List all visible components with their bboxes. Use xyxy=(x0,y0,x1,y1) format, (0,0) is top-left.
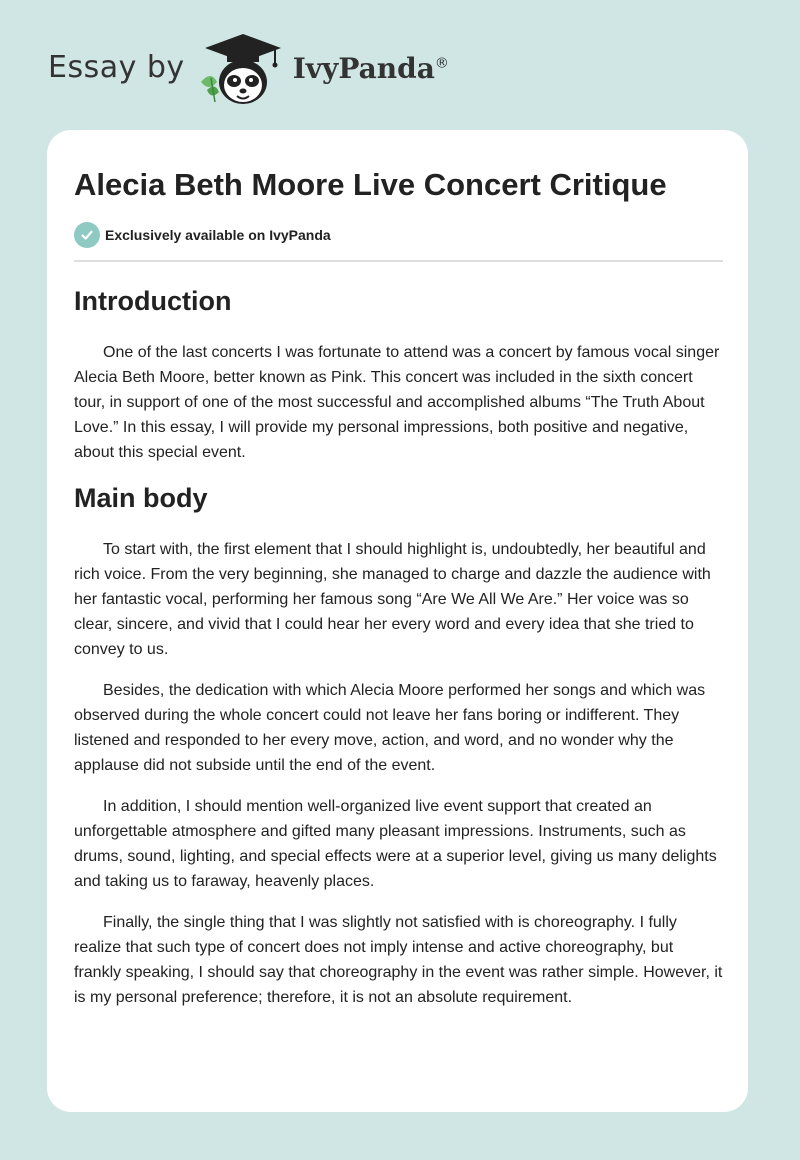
paragraph: In addition, I should mention well-organized live event support that created an unforgettable atmosphere and gifted many pleasant impressions. Instruments, such as drums, sound, lighting, and special effects were at a superior level, giving us many delights and taking us to faraway, heavenly places. xyxy=(74,798,717,890)
page-title: Alecia Beth Moore Live Concert Critique xyxy=(74,167,667,202)
check-icon xyxy=(74,222,100,248)
essay-by-label: Essay by xyxy=(48,49,185,85)
exclusive-badge xyxy=(74,221,723,249)
title-divider xyxy=(74,260,723,262)
section-heading-introduction: Introduction xyxy=(74,286,232,316)
paragraph: Finally, the single thing that I was slightly not satisfied with is choreography. I fully realize that such type of concert does not imply intense and active choreography, but frankly speaking, I should say that choreography in the event was rather simple. However, it is my personal preference; therefore, it is not an absolute requirement. xyxy=(74,914,723,1006)
paragraph: To start with, the first element that I should highlight is, undoubtedly, her beautiful and rich voice. From the very beginning, she managed to charge and dazzle the audience with her fantastic vocal, performing her famous song “Are We All We Are.” Her voice was so clear, sincere, and vivid that I could hear her every word and every idea that she tried to convey to us. xyxy=(74,541,711,658)
section-heading-main-body: Main body xyxy=(74,483,208,513)
brand-name: IvyPanda® xyxy=(292,51,449,85)
paragraph: Besides, the dedication with which Alecia Moore performed her songs and which was observed during the whole concert could not leave her fans boring or indifferent. They listened and responded to her every move, action, and word, and no wonder why the applause did not subside until the end of the event. xyxy=(74,682,706,774)
essay-card xyxy=(47,130,748,1112)
site-header xyxy=(48,30,449,110)
registered-mark: ® xyxy=(434,55,449,72)
essay-content xyxy=(74,130,723,1010)
exclusive-badge-text: Exclusively available on IvyPanda xyxy=(105,227,331,243)
paragraph: One of the last concerts I was fortunate to attend was a concert by famous vocal singer Alecia Beth Moore, better known as Pink. This concert was included in the sixth concert tour, in support of one of the most successful and accomplished albums “The Truth About Love.” In this essay, I will provide my personal impressions, both positive and negative, about this special event. xyxy=(74,344,720,461)
panda-graduate-logo-icon[interactable] xyxy=(197,30,289,110)
